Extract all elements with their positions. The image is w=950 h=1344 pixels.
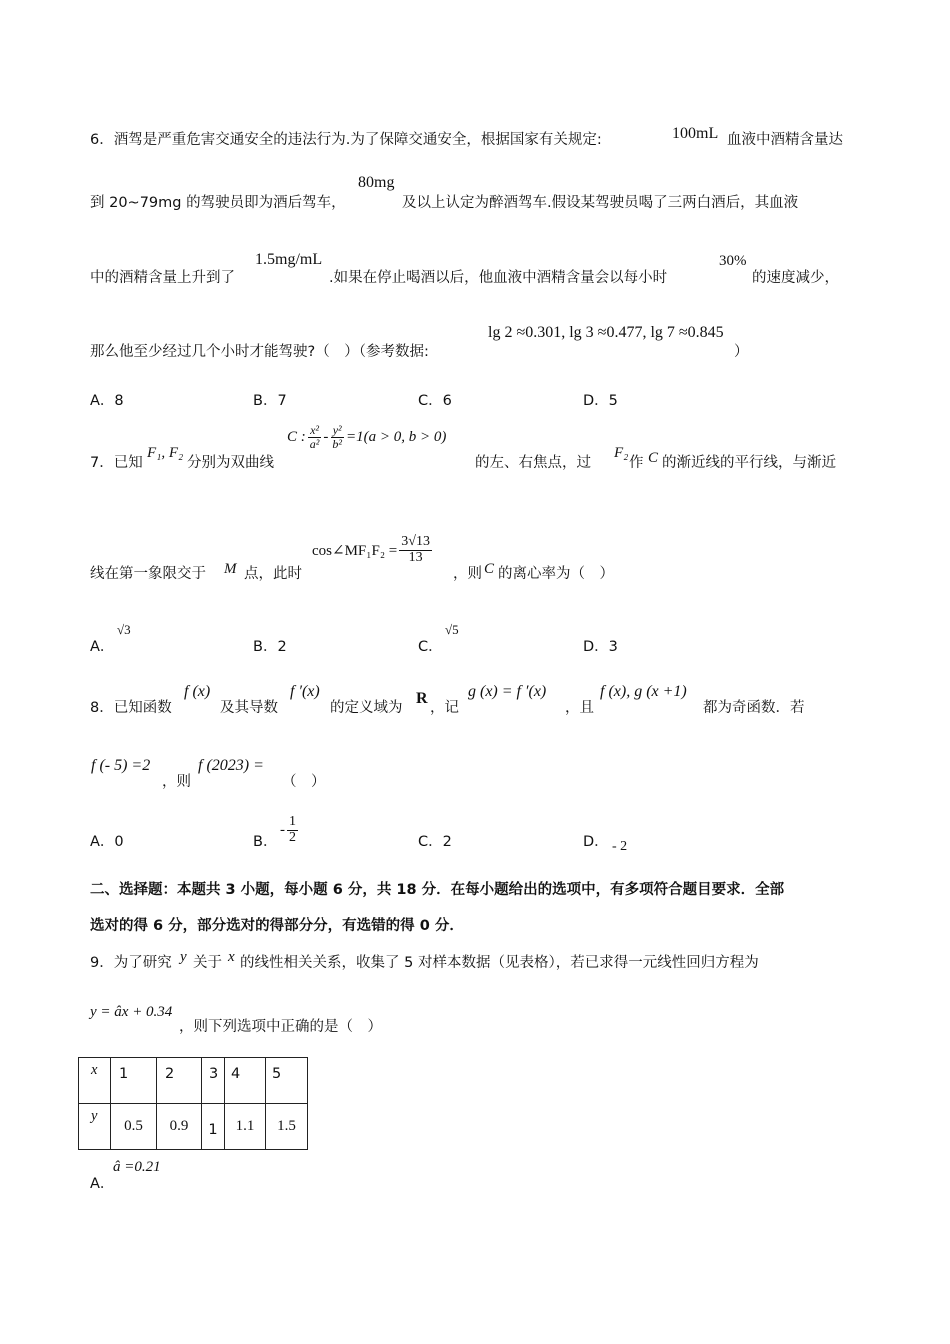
q6-line1 bbox=[90, 128, 602, 149]
q7-cos-num: 3√13 bbox=[401, 534, 430, 549]
q7-math-m: M bbox=[224, 561, 237, 577]
q8-math-gx: g (x) = f ′(x) bbox=[468, 683, 547, 700]
q7-cos-den: 13 bbox=[408, 549, 423, 565]
q7-hyp-c: C : bbox=[287, 428, 306, 445]
table-cell bbox=[79, 1104, 111, 1150]
q9-text: 9．为了研究 bbox=[90, 955, 172, 971]
q8-option-b-num: 1 bbox=[289, 814, 296, 829]
q6-text: 及以上认定为醉酒驾车.假设某驾驶员喝了三两白酒后，其血液 bbox=[402, 195, 799, 211]
q6-text: ） bbox=[734, 344, 749, 360]
q6-text: 的速度减少， bbox=[752, 270, 839, 286]
q8-text: 都为奇函数．若 bbox=[703, 700, 805, 716]
q9-table-y-label: y bbox=[91, 1108, 98, 1124]
q6-text: 到 20~79mg 的驾驶员即为酒后驾车， bbox=[90, 195, 346, 211]
q7-option-c-math: √5 bbox=[445, 622, 459, 637]
q9-table-y-2: 0.9 bbox=[169, 1118, 189, 1134]
table-cell bbox=[111, 1104, 157, 1150]
q6-math-30: 30% bbox=[719, 253, 747, 269]
q8-option-b-math bbox=[280, 815, 300, 845]
table-cell bbox=[266, 1104, 308, 1150]
q8-text: ，则 bbox=[162, 774, 191, 790]
q7-option-a: A． bbox=[90, 639, 115, 655]
q7-hyp-frac2 bbox=[330, 424, 344, 450]
q8-text: （ ） bbox=[282, 774, 326, 790]
table-cell bbox=[202, 1104, 225, 1150]
q7-text: 作 bbox=[629, 455, 644, 471]
q8-option-d-math: - 2 bbox=[612, 839, 628, 854]
q8-option-d: D． bbox=[583, 834, 609, 850]
q9-table-y-4: 1.1 bbox=[235, 1118, 255, 1134]
q6-text: 6．酒驾是严重危害交通安全的违法行为.为了保障交通安全，根据国家有关规定: bbox=[90, 132, 602, 148]
q8-text: 8．已知函数 bbox=[90, 700, 172, 716]
q7-hyperbola bbox=[287, 424, 446, 450]
q9-table-x-1: 1 bbox=[119, 1065, 129, 1082]
section-2-heading-line1: 二、选择题：本题共 3 小题，每小题 6 分，共 18 分．在每小题给出的选项中，有多项符合题目要求．全部 bbox=[90, 882, 785, 898]
q7-hyp-den1: a² bbox=[309, 436, 320, 451]
q7-math-c: C bbox=[648, 450, 659, 466]
q8-math-fpx: f ′(x) bbox=[290, 683, 320, 700]
q9-data-table bbox=[78, 1057, 308, 1150]
table-row bbox=[79, 1104, 308, 1150]
q9-math-x: x bbox=[228, 949, 235, 965]
table-cell bbox=[111, 1058, 157, 1104]
q8-text: 的定义域为 bbox=[330, 700, 403, 716]
q9-table-y-1: 0.5 bbox=[124, 1118, 143, 1134]
q6-option-d: D．5 bbox=[583, 393, 618, 409]
q7-text: 7．已知 bbox=[90, 455, 143, 471]
q8-text: ，且 bbox=[565, 700, 594, 716]
q6-option-a: A．8 bbox=[90, 393, 124, 409]
q8-math-f2023: f (2023) = bbox=[198, 757, 264, 774]
table-row bbox=[79, 1058, 308, 1104]
q8-text: ，记 bbox=[430, 700, 459, 716]
q9-text: ，则下列选项中正确的是（ ） bbox=[179, 1019, 382, 1035]
q8-option-b: B． bbox=[253, 834, 278, 850]
q7-text: 分别为双曲线 bbox=[187, 455, 274, 471]
q7-hyp-frac1 bbox=[308, 424, 322, 450]
q7-text: ，则 bbox=[453, 566, 482, 582]
q7-hyp-num2: y² bbox=[332, 423, 342, 437]
q8-option-b-den: 2 bbox=[289, 829, 296, 845]
q7-cos-left: cos∠MF₁F₂ = bbox=[312, 542, 398, 559]
q7-hyp-rest: =1(a > 0, b > 0) bbox=[345, 428, 447, 445]
q9-table-y-3: 1 bbox=[208, 1121, 218, 1138]
table-cell bbox=[157, 1058, 202, 1104]
q7-hyp-num1: x² bbox=[310, 423, 320, 437]
q9-table-x-label: x bbox=[91, 1062, 98, 1078]
q8-option-b-frac bbox=[287, 815, 298, 845]
q7-cos bbox=[312, 535, 434, 565]
q7-option-d: D．3 bbox=[583, 639, 618, 655]
q7-option-a-math: √3 bbox=[117, 622, 131, 637]
q6-math-80mg: 80mg bbox=[358, 174, 395, 191]
table-cell bbox=[225, 1104, 266, 1150]
table-cell bbox=[157, 1104, 202, 1150]
table-cell bbox=[225, 1058, 266, 1104]
q9-text: 的线性相关关系，收集了 5 对样本数据（见表格），若已求得一元线性回归方程为 bbox=[240, 955, 759, 971]
q8-option-a: A．0 bbox=[90, 834, 124, 850]
q7-hyp-den2: b² bbox=[332, 436, 342, 451]
q9-math-eq: y = âx + 0.34 bbox=[90, 1004, 173, 1020]
q9-table-x-3: 3 bbox=[209, 1065, 219, 1082]
q9-table-x-2: 2 bbox=[165, 1065, 175, 1082]
q6-option-b: B．7 bbox=[253, 393, 287, 409]
q7-option-c: C． bbox=[418, 639, 443, 655]
q9-math-y: y bbox=[180, 949, 187, 965]
q9-table-x-5: 5 bbox=[272, 1065, 282, 1082]
table-cell bbox=[202, 1058, 225, 1104]
q8-math-r: R bbox=[416, 690, 428, 707]
q7-text: 的左、右焦点，过 bbox=[475, 455, 591, 471]
q8-text: 及其导数 bbox=[220, 700, 278, 716]
q9-option-a-math: â =0.21 bbox=[113, 1159, 161, 1175]
q7-math-f2: F₂ bbox=[614, 445, 629, 461]
q7-option-b: B．2 bbox=[253, 639, 287, 655]
q8-math-fx: f (x) bbox=[184, 683, 211, 700]
q9-table-x-4: 4 bbox=[231, 1065, 241, 1082]
q6-text: 血液中酒精含量达 bbox=[727, 132, 843, 148]
q9-option-a: A． bbox=[90, 1176, 115, 1192]
q6-option-c: C．6 bbox=[418, 393, 452, 409]
q7-text: 线在第一象限交于 bbox=[90, 566, 206, 582]
table-cell bbox=[79, 1058, 111, 1104]
q7-hyp-minus: - bbox=[323, 428, 329, 445]
table-cell bbox=[266, 1058, 308, 1104]
q7-math-f1f2: F₁, F₂ bbox=[147, 445, 184, 461]
q7-cos-frac bbox=[399, 535, 432, 565]
q7-text: 的离心率为（ ） bbox=[498, 566, 614, 582]
q8-math-fm5: f (- 5) =2 bbox=[91, 757, 151, 774]
q6-text: 那么他至少经过几个小时才能驾驶?（ ）（参考数据: bbox=[90, 344, 429, 360]
q7-math-c2: C bbox=[484, 561, 495, 577]
q7-text: 的渐近线的平行线，与渐近 bbox=[662, 455, 836, 471]
q6-text: 中的酒精含量上升到了 bbox=[90, 270, 235, 286]
q6-math-100ml: 100mL bbox=[672, 125, 719, 142]
q9-table-y-5: 1.5 bbox=[277, 1118, 296, 1134]
q8-option-b-minus: - bbox=[280, 821, 285, 838]
q8-option-c: C．2 bbox=[418, 834, 452, 850]
section-2-heading-line2: 选对的得 6 分，部分选对的得部分分，有选错的得 0 分． bbox=[90, 918, 464, 934]
q6-text: .如果在停止喝酒以后，他血液中酒精含量会以每小时 bbox=[329, 270, 668, 286]
q6-math-ref: lg 2 ≈0.301, lg 3 ≈0.477, lg 7 ≈0.845 bbox=[488, 324, 724, 341]
q8-math-fg: f (x), g (x +1) bbox=[600, 683, 687, 700]
q7-text: 点，此时 bbox=[244, 566, 302, 582]
q6-math-1-5: 1.5mg/mL bbox=[255, 251, 323, 268]
q9-text: 关于 bbox=[193, 955, 222, 971]
